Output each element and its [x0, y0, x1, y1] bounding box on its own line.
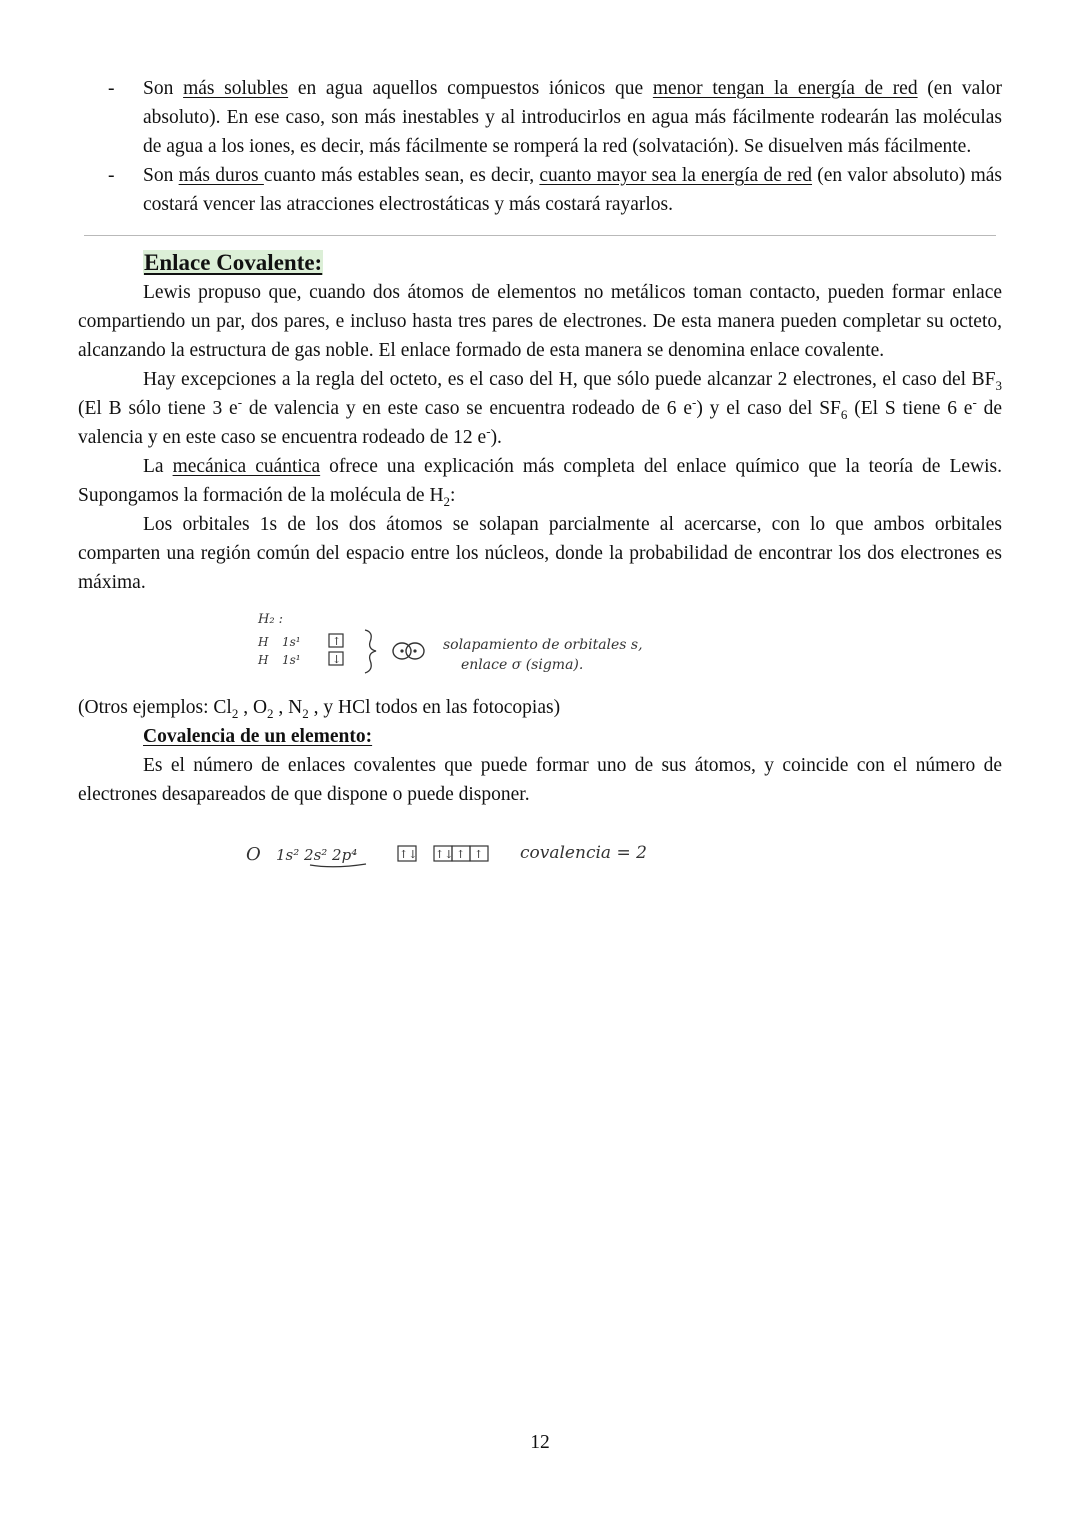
- orbital-label: 1s¹: [282, 635, 301, 649]
- section-title: Enlace Covalente:: [144, 250, 323, 275]
- section-divider: [84, 235, 996, 236]
- list-dash: -: [108, 165, 115, 186]
- electron-configuration: 1s² 2s² 2p⁴: [276, 846, 358, 864]
- underlined-phrase: mecánica cuántica: [172, 456, 321, 477]
- atom-symbol: H: [258, 653, 269, 667]
- paragraph-lewis: Lewis propuso que, cuando dos átomos de elementos no metálicos toman contacto, pueden formar enlace compartiendo un par, dos pares, e incluso hasta tres pares de electrones. De esta manera pueden completar su octeto, alcanzando la estructura de gas noble. El enlace formado de esta manera se denomina enlace covalente.: [78, 282, 1002, 361]
- orbital-label: 1s¹: [282, 653, 301, 667]
- oxygen-configuration-sketch: [78, 809, 1002, 879]
- document-page: [78, 74, 1002, 879]
- properties-list: [78, 74, 1002, 219]
- nucleus-dot: [413, 649, 416, 652]
- h2-orbital-sketch: [78, 597, 1002, 693]
- electron-up-arrow: ↑: [332, 635, 342, 648]
- subsection-title: Covalencia de un elemento:: [143, 726, 373, 747]
- handwritten-note: solapamiento de orbitales s,: [443, 637, 643, 653]
- electron-down-arrow: ↓: [332, 653, 342, 666]
- page-number: 12: [530, 1432, 550, 1453]
- handwritten-note: enlace σ (sigma).: [461, 657, 584, 673]
- atom-symbol: H: [258, 635, 269, 649]
- paragraph-quantum: La mecánica cuántica ofrece una explicación más completa del enlace químico que la teoría de Lewis. Supongamos la formación de la molécula de $H_2$:: [78, 456, 1002, 509]
- handwritten-note: covalencia = 2: [520, 843, 647, 863]
- nucleus-dot: [400, 649, 403, 652]
- paragraph-exceptions: Hay excepciones a la regla del octeto, es el caso del H, que sólo puede alcanzar 2 electrones, el caso del $BF_3$ (El B sólo tiene 3 e- de valencia y en este caso se encuentra rodeado de 6 e-) y el caso del $SF_6$ (El S tiene 6 e- de valencia y en este caso se encuentra rodeado de 12 e-).: [78, 369, 1003, 448]
- paragraph-other-examples: (Otros ejemplos: $Cl_2$ , $O_2$ , $N_2$ , y HCl todos en las fotocopias): [78, 697, 561, 721]
- electron-up-arrow: ↑: [474, 848, 484, 861]
- h2-label: H₂ :: [258, 612, 284, 627]
- paragraph-orbitals: Los orbitales 1s de los dos átomos se solapan parcialmente al acercarse, con lo que ambos orbitales comparten una región común del espacio entre los núcleos, donde la probabilidad de encontrar los dos electrones es máxima.: [78, 514, 1002, 593]
- electron-up-arrow: ↑: [456, 848, 466, 861]
- brace-icon: [365, 630, 376, 673]
- underlined-phrase: menor tengan la energía de red: [652, 78, 918, 99]
- list-dash: -: [108, 78, 115, 99]
- underlined-phrase: más solubles: [183, 78, 289, 99]
- underlined-phrase: cuanto mayor sea la energía de red: [539, 165, 813, 186]
- underlined-phrase: más duros: [178, 165, 264, 186]
- element-symbol: O: [246, 844, 261, 865]
- list-item-solubility: - Son más solubles en agua aquellos compuestos iónicos que menor tengan la energía de red (en valor absoluto). En ese caso, son más inestables y al introducirlos en agua más fácilmente rodearán las moléculas de agua a los iones, es decir, más fácilmente se romperá la red (solvatación). Se disuelven más fácilmente.: [78, 74, 1002, 161]
- electron-pair-arrows: ↑↓: [399, 848, 418, 861]
- paragraph-covalence: Es el número de enlaces covalentes que puede formar uno de sus átomos, y coincide con el número de electrones desapareados de que dispone o puede disponer.: [78, 755, 1002, 805]
- electron-pair-arrows: ↑↓: [435, 848, 454, 861]
- list-item-hardness: - Son más duros cuanto más estables sean, es decir, cuanto mayor sea la energía de red (en valor absoluto) más costará vencer las atracciones electrostáticas y más costará rayarlos.: [78, 161, 1002, 219]
- underline-stroke: [310, 864, 366, 867]
